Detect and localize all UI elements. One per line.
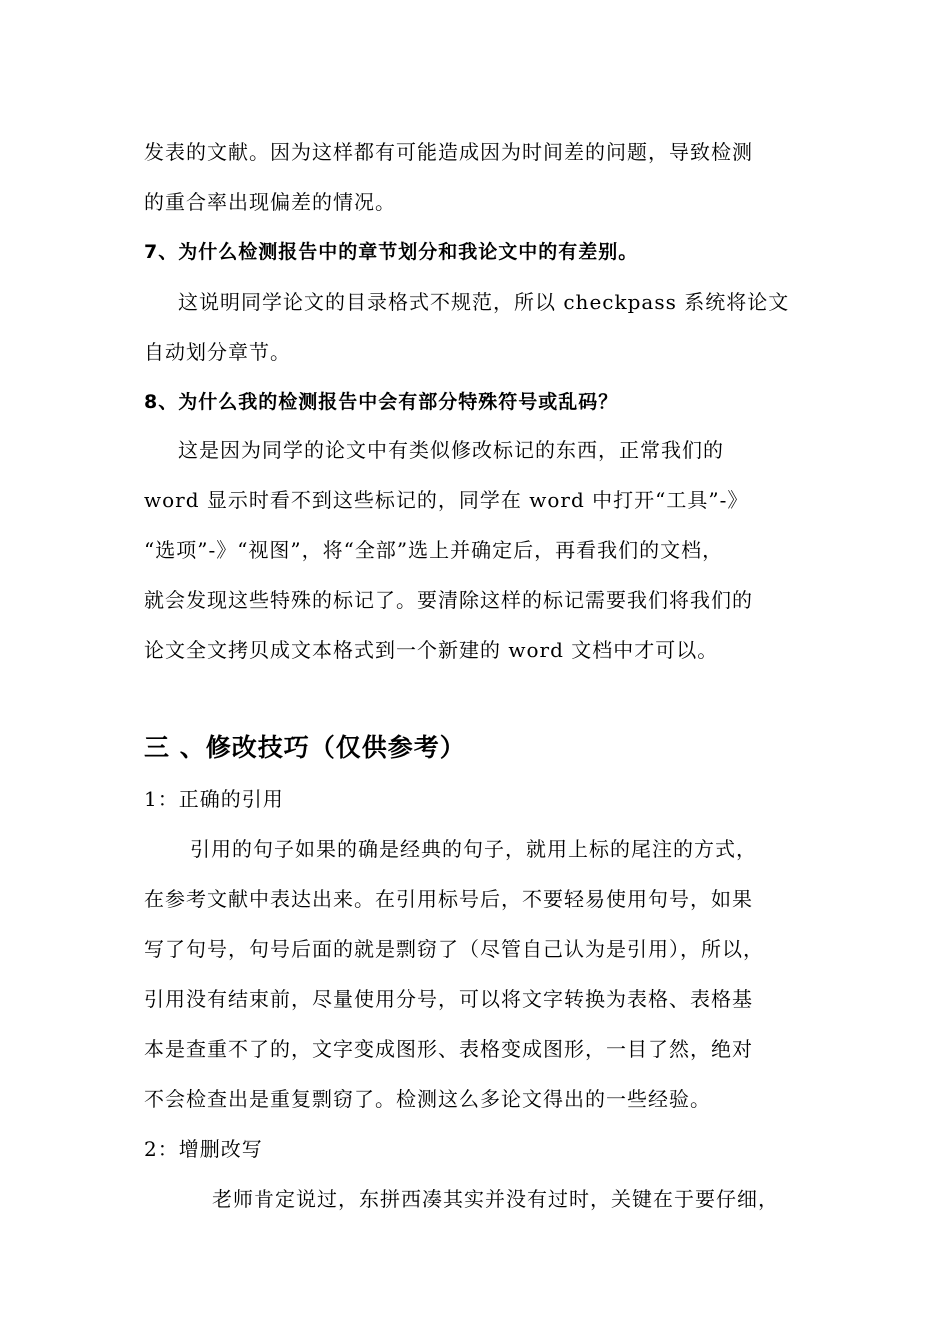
paragraph-line: 在参考文献中表达出来。在引用标号后，不要轻易使用句号，如果 (144, 887, 753, 911)
paragraph-line: 的重合率出现偏差的情况。 (144, 190, 396, 214)
item-1-title: 1：正确的引用 (144, 787, 284, 811)
paragraph-line: 写了句号，句号后面的就是剽窃了（尽管自己认为是引用），所以， (144, 937, 764, 961)
question-7-title: 7、为什么检测报告中的章节划分和我论文中的有差别。 (144, 241, 639, 263)
paragraph-line: 就会发现这些特殊的标记了。要清除这样的标记需要我们将我们的 (144, 588, 753, 612)
paragraph-line: 本是查重不了的，文字变成图形、表格变成图形，一目了然，绝对 (144, 1037, 753, 1061)
paragraph-line: 论文全文拷贝成文本格式到一个新建的 word 文档中才可以。 (144, 638, 719, 662)
paragraph-line: 引用的句子如果的确是经典的句子，就用上标的尾注的方式， (190, 837, 757, 861)
paragraph-line: 老师肯定说过，东拼西凑其实并没有过时，关键在于要仔细， (212, 1187, 779, 1211)
paragraph-line: 自动划分章节。 (144, 340, 291, 364)
section-3-heading: 三 、修改技巧（仅供参考） (144, 733, 466, 762)
question-8-title: 8、为什么我的检测报告中会有部分特殊符号或乱码？ (144, 391, 619, 413)
paragraph-line: word 显示时看不到这些标记的，同学在 word 中打开“工具”-》 (144, 488, 749, 512)
paragraph-line: 发表的文献。因为这样都有可能造成因为时间差的问题，导致检测 (144, 140, 753, 164)
paragraph-line: “选项”-》“视图”，将“全部”选上并确定后，再看我们的文档， (144, 538, 724, 562)
paragraph-line: 不会检查出是重复剽窃了。检测这么多论文得出的一些经验。 (144, 1087, 711, 1111)
item-2-title: 2：增删改写 (144, 1137, 263, 1161)
paragraph-line: 这说明同学论文的目录格式不规范，所以 checkpass 系统将论文 (178, 290, 790, 314)
paragraph-line: 这是因为同学的论文中有类似修改标记的东西，正常我们的 (178, 438, 724, 462)
paragraph-line: 引用没有结束前，尽量使用分号，可以将文字转换为表格、表格基 (144, 987, 753, 1011)
